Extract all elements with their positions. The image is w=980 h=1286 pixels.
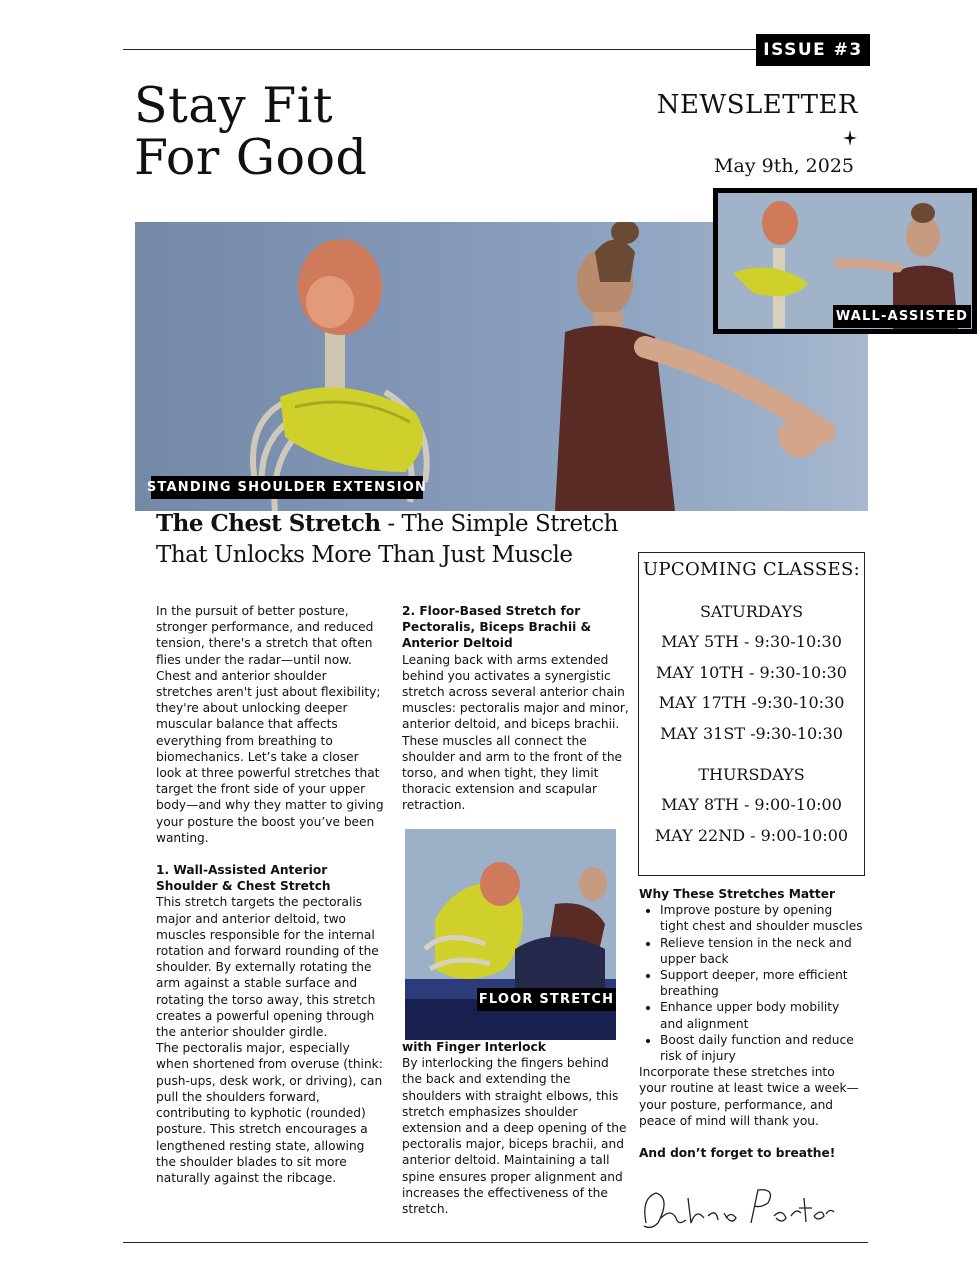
list-item: • Support deeper, more efficient breathing <box>660 967 864 999</box>
list-item: • Relieve tension in the neck and upper back <box>660 935 864 967</box>
wall-assisted-photo <box>713 188 977 334</box>
issue-date: May 9th, 2025 <box>714 155 854 177</box>
newsletter-title <box>134 77 464 186</box>
title-line-2: For Good <box>134 129 368 186</box>
class-slot: MAY 8TH - 9:00-10:00 <box>661 795 842 814</box>
class-slot: MAY 17TH -9:30-10:30 <box>658 693 845 712</box>
article-headline <box>156 508 626 571</box>
section-2-paragraph: Leaning back with arms extended behind you activates a synergistic stretch across several anterior chain muscles: pectoralis major and minor, anterior deltoid, and biceps brachii. These muscles all connect the shoulder and arm to the front of the torso, and when tight, they limit thoracic extension and scapular retraction. <box>402 652 629 813</box>
title-line-1: Stay Fit <box>134 77 334 134</box>
issue-badge: ISSUE #3 <box>756 34 870 66</box>
bottom-rule <box>123 1242 868 1243</box>
top-rule <box>123 49 763 50</box>
wall-assisted-caption: WALL-ASSISTED <box>833 305 971 328</box>
class-slot: MAY 22ND - 9:00-10:00 <box>654 825 849 845</box>
section-3-paragraph: By interlocking the fingers behind the back and extending the shoulders with straight elbows, this stretch emphasizes shoulder extension and a deep opening of the pectoralis major, biceps brachii, and anterior deltoid. Maintaining a tall spine ensures proper alignment and increases the effectiveness of the stretch. <box>402 1056 627 1217</box>
article-column-1 <box>156 603 384 1186</box>
headline-part-1: - The Simple Stretch <box>380 511 618 537</box>
list-item: • Improve posture by opening tight chest and shoulder muscles <box>660 902 864 934</box>
standing-stretch-caption: STANDING SHOULDER EXTENSION <box>151 476 423 499</box>
thursdays-label: THURSDAYS <box>698 765 805 784</box>
list-item: • Enhance upper body mobility and alignment <box>660 999 864 1031</box>
section-3-title: with Finger Interlock <box>402 1040 546 1054</box>
section-1-paragraph-1: This stretch targets the pectoralis major and anterior deltoid, two muscles responsible for the internal rotation and forward rounding of the shoulder. By externally rotating the arm against a stable surface and rotating the torso away, this stretch creates a powerful opening through the anterior shoulder girdle. <box>156 895 379 1040</box>
closing-paragraph: Incorporate these stretches into your routine at least twice a week—your posture, performance, and peace of mind will thank you. <box>639 1065 859 1128</box>
class-slot: MAY 5TH - 9:30-10:30 <box>661 632 842 651</box>
class-slot: MAY 10TH - 9:30-10:30 <box>656 662 847 682</box>
section-1-title: 1. Wall-Assisted Anterior Shoulder & Chest Stretch <box>156 863 331 894</box>
class-slot: MAY 31ST -9:30-10:30 <box>660 723 843 743</box>
headline-part-2: That Unlocks More Than Just Muscle <box>156 542 573 568</box>
signature <box>636 1178 836 1238</box>
newsletter-label: NEWSLETTER <box>656 90 858 120</box>
floor-stretch-caption: FLOOR STRETCH <box>477 988 616 1011</box>
upcoming-classes-box <box>638 552 865 876</box>
why-title: Why These Stretches Matter <box>639 887 835 901</box>
list-item: • Boost daily function and reduce risk of injury <box>660 1032 864 1064</box>
section-1-paragraph-2: The pectoralis major, especially when shortened from overuse (think: push-ups, desk work, or driving), can pull the shoulders forward, contributing to kyphotic (rounded) posture. This stretch encourages a lengthened resting state, allowing the shoulder blades to sit more naturally against the ribcage. <box>156 1041 383 1185</box>
floor-stretch-photo <box>405 829 616 1040</box>
why-stretches-section <box>639 886 864 1161</box>
breathe-reminder: And don’t forget to breathe! <box>639 1146 836 1161</box>
intro-paragraph: In the pursuit of better posture, stronger performance, and reduced tension, there's a stretch that often flies under the radar—until now. Chest and anterior shoulder stretches aren't just about flexibility; they're about unlocking deeper muscular balance that affects everything from breathing to biomechanics. Let’s take a closer look at three powerful stretches that target the front side of your upper body—and why they matter to giving your posture the boost you’ve been wanting. <box>156 604 384 845</box>
classes-title: UPCOMING CLASSES: <box>643 559 860 580</box>
section-2-title: 2. Floor-Based Stretch for Pectoralis, Biceps Brachii & Anterior Deltoid <box>402 604 592 651</box>
article-column-2 <box>402 603 630 814</box>
star-icon <box>843 130 857 146</box>
article-column-2-lower <box>402 1039 630 1217</box>
headline-bold: The Chest Stretch <box>156 510 381 537</box>
saturdays-label: SATURDAYS <box>699 602 804 621</box>
benefits-list <box>639 902 864 1064</box>
